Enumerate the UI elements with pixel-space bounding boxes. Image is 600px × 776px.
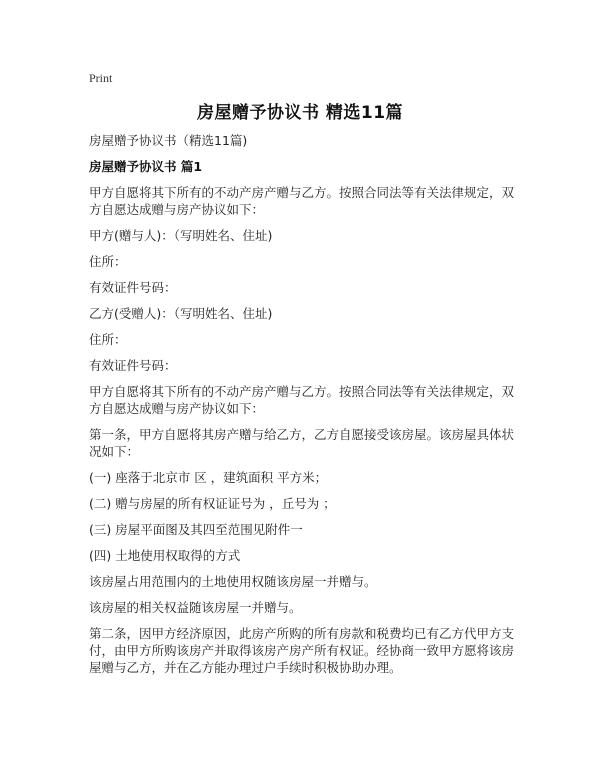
paragraph: 该房屋的相关权益随该房屋一并赠与。 bbox=[89, 600, 302, 615]
document-body bbox=[89, 132, 521, 685]
paragraph: 第二条，因甲方经济原因，此房产所购的所有房款和税费均已有乙方代甲方支付，由甲方所购该房产并取得该房产房产所有权证。经协商一致甲方愿将该房屋赠与乙方，并在乙方能办理过户手续时积极协助办理。 bbox=[89, 626, 515, 675]
paragraph: 房屋赠予协议书（精选11篇) bbox=[89, 133, 248, 148]
paragraph: 甲方自愿将其下所有的不动产房产赠与乙方。按照合同法等有关法律规定，双方自愿达成赠与房产协议如下： bbox=[89, 384, 515, 416]
paragraph: 该房屋占用范围内的土地使用权随该房屋一并赠与。 bbox=[89, 574, 377, 589]
paragraph: (四) 土地使用权取得的方式 bbox=[89, 548, 241, 563]
paragraph: (三) 房屋平面图及其四至范围见附件一 bbox=[89, 522, 303, 537]
paragraph: 住所： bbox=[89, 332, 127, 347]
paragraph: 乙方(受赠人)：（写明姓名、住址) bbox=[89, 306, 273, 321]
print-label: Print bbox=[89, 71, 113, 85]
paragraph: (二) 赠与房屋的所有权证证号为 ，丘号为 ； bbox=[89, 496, 336, 511]
document-title: 房屋赠予协议书 精选11篇 bbox=[196, 103, 404, 123]
paragraph: 有效证件号码： bbox=[89, 358, 177, 373]
paragraph: (一) 座落于北京市 区 ，建筑面积 平方米； bbox=[89, 470, 328, 485]
paragraph: 甲方自愿将其下所有的不动产房产赠与乙方。按照合同法等有关法律规定，双方自愿达成赠与房产协议如下： bbox=[89, 185, 515, 217]
section-heading: 房屋赠予协议书 篇1 bbox=[89, 159, 203, 174]
paragraph: 甲方(赠与人)：（写明姓名、住址) bbox=[89, 228, 273, 243]
paragraph: 有效证件号码： bbox=[89, 280, 177, 295]
paragraph: 住所： bbox=[89, 254, 127, 269]
paragraph: 第一条，甲方自愿将其房产赠与给乙方，乙方自愿接受该房屋。该房屋具体状况如下： bbox=[89, 427, 515, 459]
